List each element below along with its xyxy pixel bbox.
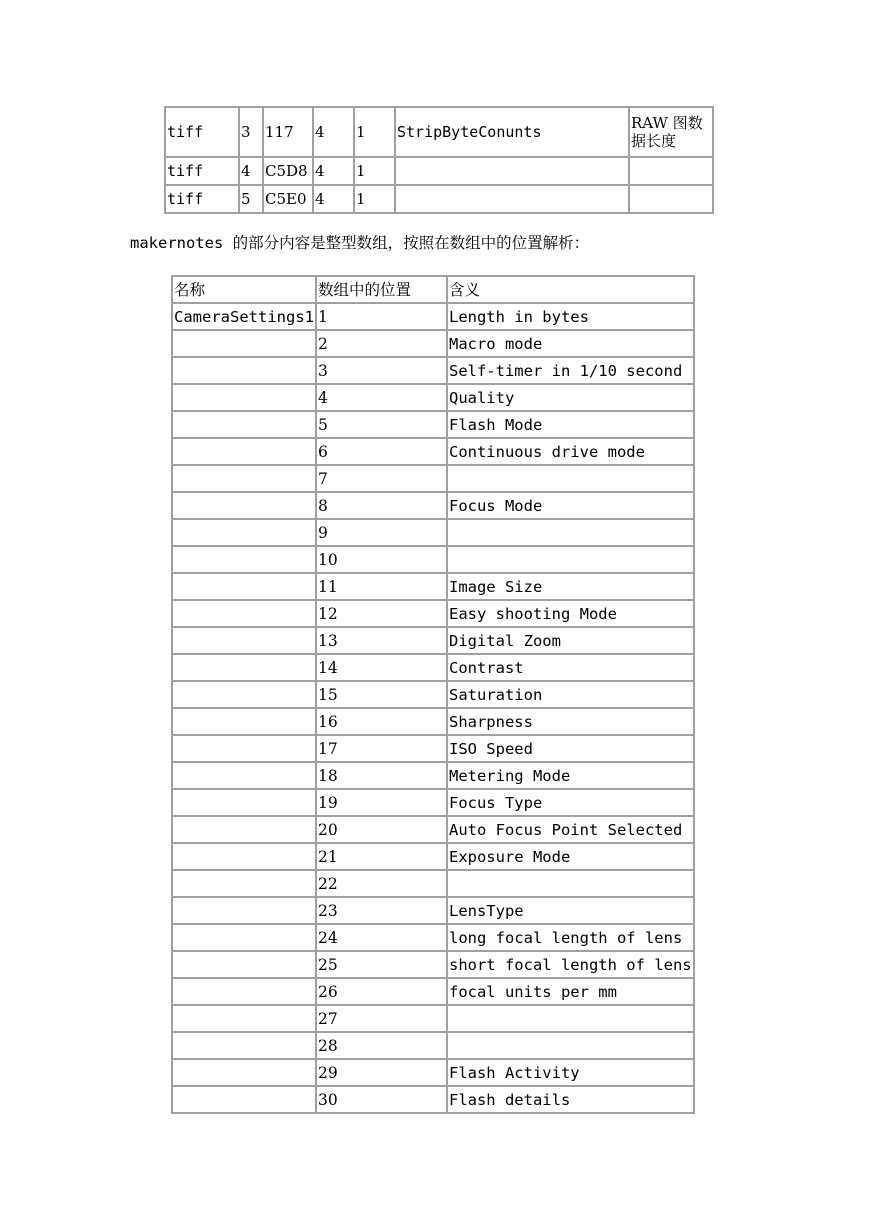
- tiff-cell-c4: 4: [313, 157, 354, 185]
- settings-cell-name: [172, 978, 316, 1005]
- tiff-cell-c4: 4: [313, 185, 354, 213]
- settings-cell-name: [172, 843, 316, 870]
- camera-settings-table: [171, 275, 695, 1114]
- settings-cell-name: [172, 546, 316, 573]
- table-row: [172, 843, 694, 870]
- tiff-cell-c1: tiff: [165, 107, 239, 157]
- table-row: [172, 762, 694, 789]
- settings-cell-pos: 22: [316, 870, 447, 897]
- table-row: [172, 465, 694, 492]
- settings-cell-name: [172, 1086, 316, 1113]
- settings-cell-pos: 2: [316, 330, 447, 357]
- header-name: 名称: [172, 276, 316, 303]
- settings-cell-meaning: Focus Mode: [447, 492, 694, 519]
- tiff-cell-c7: RAW 图数据长度: [629, 107, 713, 157]
- settings-cell-pos: 17: [316, 735, 447, 762]
- settings-cell-meaning: short focal length of lens: [447, 951, 694, 978]
- table-row: [172, 924, 694, 951]
- settings-cell-name: [172, 654, 316, 681]
- tiff-cell-c4: 4: [313, 107, 354, 157]
- settings-cell-pos: 24: [316, 924, 447, 951]
- settings-cell-name: [172, 762, 316, 789]
- settings-cell-name: [172, 1032, 316, 1059]
- settings-cell-meaning: [447, 465, 694, 492]
- settings-cell-pos: 5: [316, 411, 447, 438]
- settings-cell-pos: 26: [316, 978, 447, 1005]
- settings-cell-pos: 20: [316, 816, 447, 843]
- tiff-cell-c6: StripByteConunts: [395, 107, 629, 157]
- settings-cell-meaning: Auto Focus Point Selected: [447, 816, 694, 843]
- settings-cell-name: [172, 465, 316, 492]
- settings-cell-name: [172, 1005, 316, 1032]
- tiff-cell-c1: tiff: [165, 185, 239, 213]
- table-row: [172, 600, 694, 627]
- settings-cell-name: [172, 897, 316, 924]
- tiff-cell-c7: [629, 157, 713, 185]
- settings-cell-meaning: Metering Mode: [447, 762, 694, 789]
- settings-cell-pos: 16: [316, 708, 447, 735]
- settings-cell-meaning: Digital Zoom: [447, 627, 694, 654]
- settings-cell-name: [172, 681, 316, 708]
- table-row: [172, 708, 694, 735]
- tiff-cell-c5: 1: [354, 185, 395, 213]
- tiff-cell-c5: 1: [354, 107, 395, 157]
- settings-cell-meaning: Easy shooting Mode: [447, 600, 694, 627]
- tiff-cell-c3: C5D8: [263, 157, 313, 185]
- table-row: [172, 978, 694, 1005]
- settings-cell-pos: 28: [316, 1032, 447, 1059]
- settings-cell-name: [172, 411, 316, 438]
- settings-cell-meaning: [447, 1005, 694, 1032]
- settings-cell-meaning: Macro mode: [447, 330, 694, 357]
- table-row: [172, 816, 694, 843]
- settings-cell-name: [172, 438, 316, 465]
- table-row: [172, 384, 694, 411]
- camera-settings-body: [172, 303, 694, 1113]
- table-row: [172, 951, 694, 978]
- tiff-cell-c2: 4: [239, 157, 263, 185]
- tiff-cell-c7: [629, 185, 713, 213]
- settings-cell-name: [172, 600, 316, 627]
- table-row: [172, 1032, 694, 1059]
- tiff-cell-c6: [395, 157, 629, 185]
- settings-cell-pos: 30: [316, 1086, 447, 1113]
- settings-cell-meaning: LensType: [447, 897, 694, 924]
- table-row: [172, 1059, 694, 1086]
- settings-cell-meaning: [447, 519, 694, 546]
- settings-cell-pos: 8: [316, 492, 447, 519]
- settings-cell-pos: 27: [316, 1005, 447, 1032]
- makernotes-paragraph: makernotes 的部分内容是整型数组，按照在数组中的位置解析：: [130, 234, 590, 252]
- settings-cell-pos: 14: [316, 654, 447, 681]
- tiff-cell-c2: 3: [239, 107, 263, 157]
- settings-cell-meaning: Flash Activity: [447, 1059, 694, 1086]
- table-row: [172, 357, 694, 384]
- settings-cell-pos: 19: [316, 789, 447, 816]
- settings-cell-meaning: Flash details: [447, 1086, 694, 1113]
- settings-cell-pos: 25: [316, 951, 447, 978]
- tiff-tag-table: [164, 106, 714, 214]
- settings-cell-meaning: Focus Type: [447, 789, 694, 816]
- tiff-table-body: [165, 107, 713, 213]
- header-position: 数组中的位置: [316, 276, 447, 303]
- tiff-cell-c6: [395, 185, 629, 213]
- table-row: [172, 438, 694, 465]
- table-row: [172, 1086, 694, 1113]
- settings-cell-meaning: [447, 546, 694, 573]
- settings-cell-name: [172, 357, 316, 384]
- settings-cell-pos: 7: [316, 465, 447, 492]
- settings-cell-meaning: ISO Speed: [447, 735, 694, 762]
- header-meaning: 含义: [447, 276, 694, 303]
- settings-cell-name: [172, 816, 316, 843]
- settings-cell-pos: 12: [316, 600, 447, 627]
- settings-cell-meaning: Sharpness: [447, 708, 694, 735]
- settings-cell-name: [172, 330, 316, 357]
- camera-settings-header: [172, 276, 694, 303]
- settings-cell-pos: 13: [316, 627, 447, 654]
- settings-cell-name: [172, 519, 316, 546]
- tiff-cell-c3: 117: [263, 107, 313, 157]
- tiff-cell-c3: C5E0: [263, 185, 313, 213]
- table-row: [172, 546, 694, 573]
- settings-cell-name: [172, 924, 316, 951]
- table-row: [172, 1005, 694, 1032]
- settings-cell-meaning: Flash Mode: [447, 411, 694, 438]
- settings-cell-meaning: Self-timer in 1/10 second: [447, 357, 694, 384]
- settings-cell-pos: 6: [316, 438, 447, 465]
- settings-cell-meaning: focal units per mm: [447, 978, 694, 1005]
- table-row: [172, 303, 694, 330]
- settings-cell-name: [172, 492, 316, 519]
- tiff-table-row: [165, 157, 713, 185]
- table-row: [172, 411, 694, 438]
- settings-cell-pos: 15: [316, 681, 447, 708]
- settings-cell-pos: 1: [316, 303, 447, 330]
- settings-cell-pos: 21: [316, 843, 447, 870]
- settings-cell-name: [172, 627, 316, 654]
- settings-cell-meaning: Contrast: [447, 654, 694, 681]
- settings-cell-meaning: [447, 870, 694, 897]
- settings-cell-meaning: Saturation: [447, 681, 694, 708]
- settings-cell-name: [172, 384, 316, 411]
- settings-cell-pos: 10: [316, 546, 447, 573]
- settings-cell-meaning: Length in bytes: [447, 303, 694, 330]
- table-row: [172, 573, 694, 600]
- settings-cell-meaning: long focal length of lens: [447, 924, 694, 951]
- settings-cell-pos: 4: [316, 384, 447, 411]
- tiff-table-row: [165, 107, 713, 157]
- header-row: [172, 276, 694, 303]
- settings-cell-name: [172, 573, 316, 600]
- settings-cell-name: [172, 1059, 316, 1086]
- settings-cell-name: [172, 951, 316, 978]
- settings-cell-name: [172, 870, 316, 897]
- settings-cell-meaning: Image Size: [447, 573, 694, 600]
- settings-cell-meaning: Exposure Mode: [447, 843, 694, 870]
- table-row: [172, 897, 694, 924]
- tiff-cell-c2: 5: [239, 185, 263, 213]
- settings-cell-name: [172, 789, 316, 816]
- settings-cell-pos: 29: [316, 1059, 447, 1086]
- settings-cell-pos: 23: [316, 897, 447, 924]
- table-row: [172, 627, 694, 654]
- settings-cell-pos: 3: [316, 357, 447, 384]
- table-row: [172, 789, 694, 816]
- table-row: [172, 330, 694, 357]
- settings-cell-meaning: [447, 1032, 694, 1059]
- tiff-cell-c5: 1: [354, 157, 395, 185]
- settings-cell-pos: 11: [316, 573, 447, 600]
- tiff-cell-c1: tiff: [165, 157, 239, 185]
- settings-cell-pos: 9: [316, 519, 447, 546]
- settings-cell-pos: 18: [316, 762, 447, 789]
- table-row: [172, 870, 694, 897]
- table-row: [172, 681, 694, 708]
- table-row: [172, 654, 694, 681]
- settings-cell-name: CameraSettings1: [172, 303, 316, 330]
- table-row: [172, 492, 694, 519]
- table-row: [172, 735, 694, 762]
- settings-cell-name: [172, 735, 316, 762]
- tiff-table-row: [165, 185, 713, 213]
- settings-cell-meaning: Continuous drive mode: [447, 438, 694, 465]
- table-row: [172, 519, 694, 546]
- settings-cell-meaning: Quality: [447, 384, 694, 411]
- settings-cell-name: [172, 708, 316, 735]
